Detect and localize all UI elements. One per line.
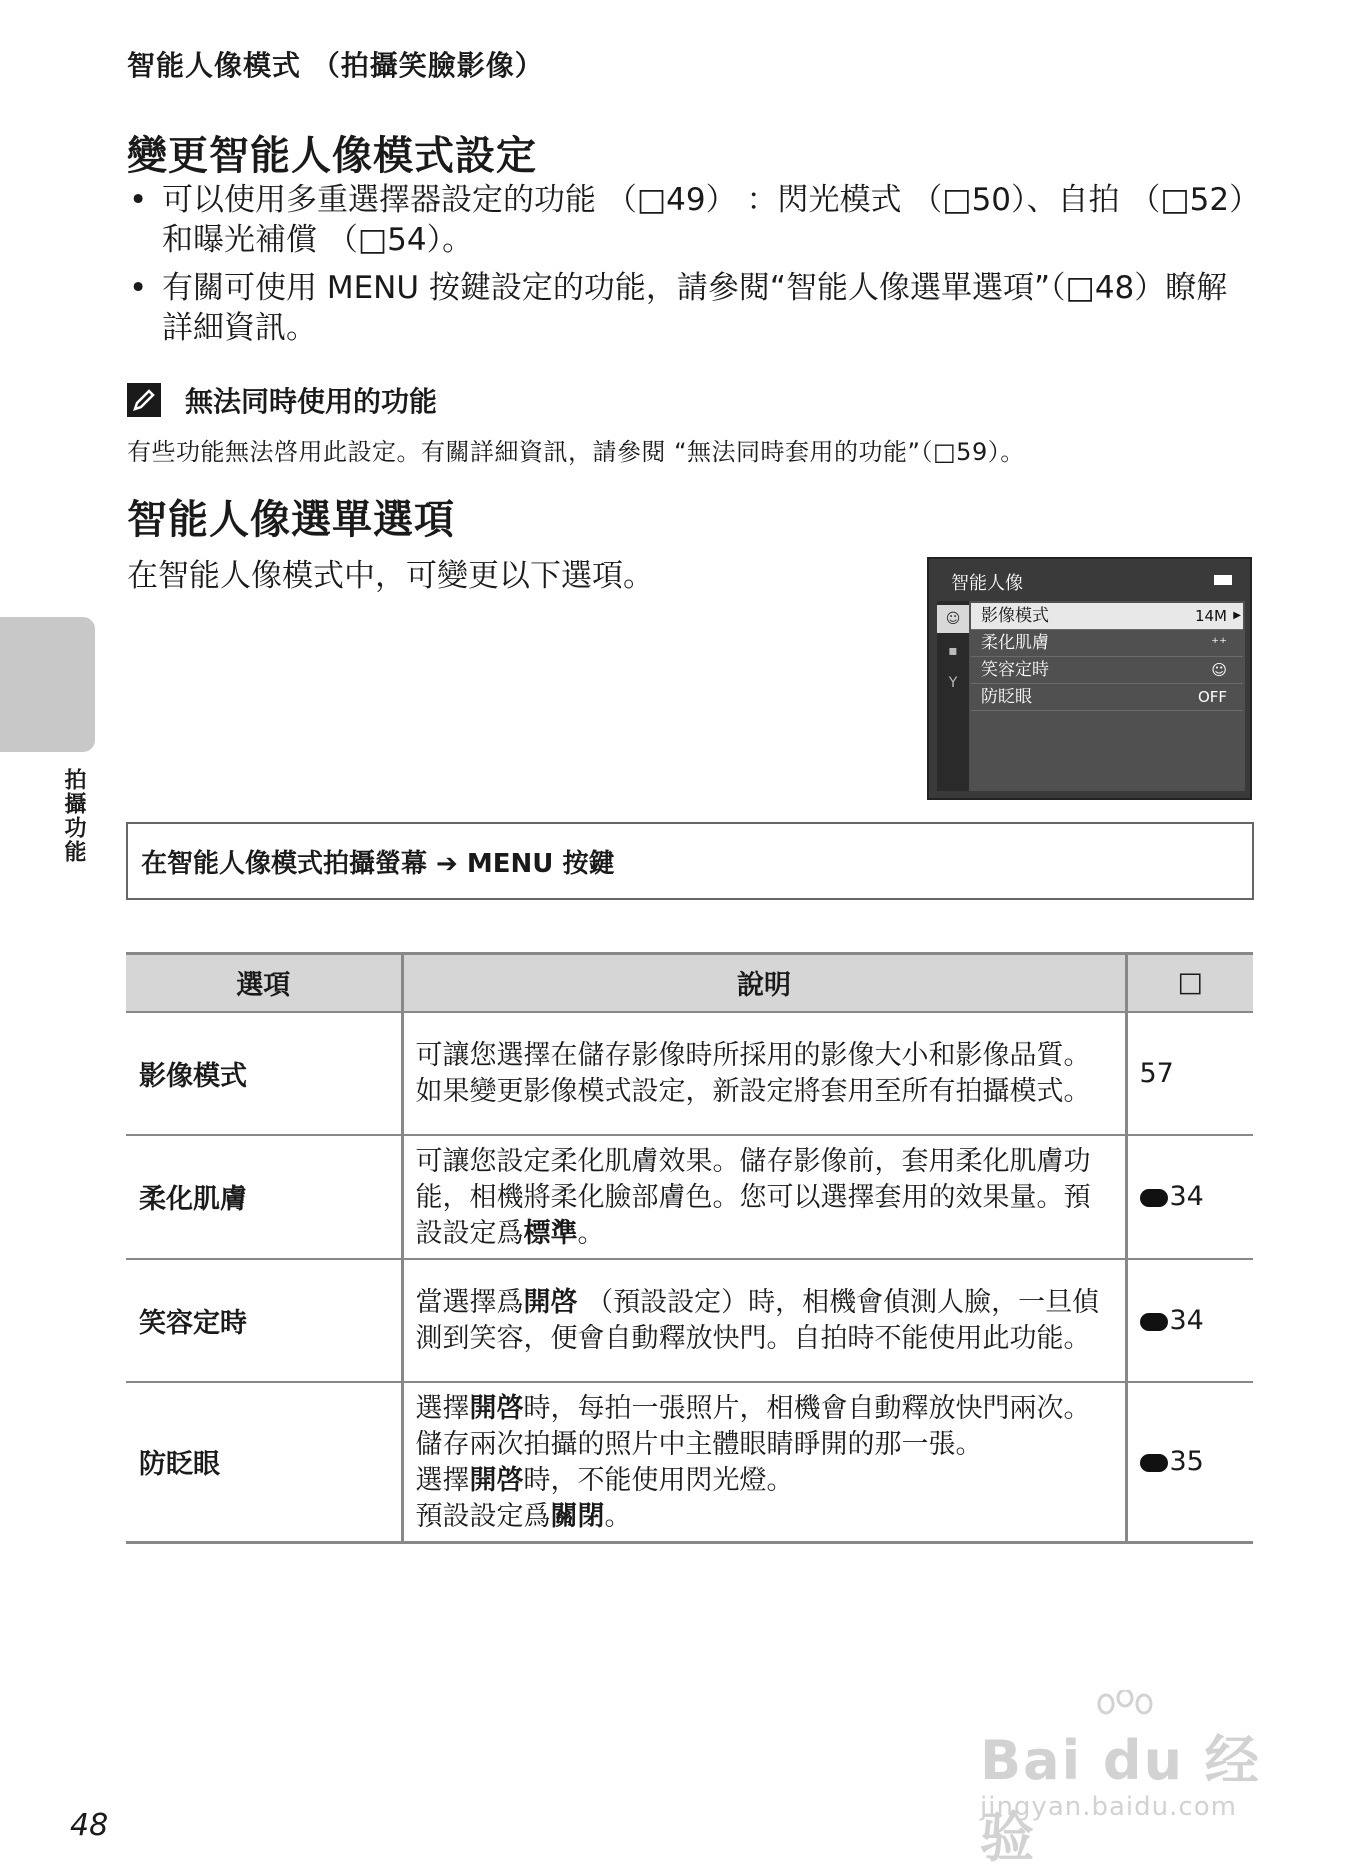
- note-body: 有些功能無法啓用此設定。有關詳細資訊，請參閱 “無法同時套用的功能”（□59）。: [127, 438, 1025, 466]
- option-description: 可讓您選擇在儲存影像時所採用的影像大小和影像品質。如果變更影像模式設定，新設定將套用至所有拍攝模式。: [402, 1012, 1126, 1135]
- option-name: 防眨眼: [126, 1382, 402, 1543]
- camera-row-value: OFF: [1197, 688, 1227, 706]
- page-number: 48: [70, 1808, 109, 1843]
- table-row: [126, 1382, 1253, 1543]
- camera-menu-screenshot: [927, 557, 1252, 800]
- pencil-note-icon: [127, 383, 161, 417]
- camera-row-value: ⁺⁺: [1211, 634, 1227, 652]
- battery-icon: [1214, 575, 1232, 585]
- header-page-ref: □: [1126, 954, 1253, 1012]
- wrench-icon: Y: [948, 675, 958, 691]
- camera-row-value: ☺: [1211, 661, 1227, 679]
- bullet-text: 可以使用多重選擇器設定的功能 （□49） ：閃光模式 （□50）、自拍 （□52）和曝光補償 （□54）。: [162, 182, 1245, 258]
- section-title-menu-options: 智能人像選單選項: [127, 497, 455, 543]
- bullet-item: • 有關可使用 MENU 按鍵設定的功能，請參閱“智能人像選單選項”（□48）瞭解詳細資訊。: [129, 270, 1228, 346]
- reference-section-icon: [1140, 1189, 1168, 1207]
- camera-menu-row: [971, 684, 1243, 711]
- menu-path-box: 在智能人像模式拍攝螢幕 ➔ MENU 按鍵: [126, 822, 1254, 900]
- bullet-item: • 可以使用多重選擇器設定的功能 （□49） ：閃光模式 （□50）、自拍 （□52）和曝光補償 （□54）。: [129, 182, 1245, 258]
- movie-icon: ▪: [948, 643, 958, 659]
- camera-menu-row: [971, 603, 1243, 630]
- camera-row-label: 防眨眼: [981, 687, 1032, 707]
- chapter-side-label: 拍攝功能: [61, 768, 86, 864]
- camera-menu-row: [971, 630, 1243, 657]
- table-header-row: [126, 954, 1253, 1012]
- table-row: [126, 1012, 1253, 1135]
- option-name: 笑容定時: [126, 1259, 402, 1382]
- camera-menu-title: 智能人像: [951, 573, 1023, 594]
- option-description: 當選擇爲開啓 （預設設定）時，相機會偵測人臉，一旦偵測到笑容，便會自動釋放快門。自拍時不能使用此功能。: [402, 1259, 1126, 1382]
- option-name: 柔化肌膚: [126, 1135, 402, 1259]
- arrow-right-icon: ▶: [1233, 610, 1241, 621]
- running-head: 智能人像模式 （拍攝笑臉影像）: [127, 49, 544, 82]
- reference-section-icon: [1140, 1454, 1168, 1472]
- options-table: [126, 952, 1253, 1544]
- note-header: [127, 380, 437, 420]
- header-description: 說明: [402, 954, 1126, 1012]
- camera-row-label: 柔化肌膚: [981, 633, 1049, 653]
- camera-menu-row: [971, 657, 1243, 684]
- note-title: 無法同時使用的功能: [185, 385, 438, 418]
- table-row: [126, 1259, 1253, 1382]
- watermark-url: jingyan.baidu.com: [980, 1792, 1237, 1822]
- option-page: 34: [1126, 1259, 1253, 1382]
- option-description: 可讓您設定柔化肌膚效果。儲存影像前，套用柔化肌膚功能，相機將柔化臉部膚色。您可以選擇套用的效果量。預設設定爲標準。: [402, 1135, 1126, 1259]
- camera-row-value: 14M: [1194, 607, 1227, 625]
- settings-bullet-list: [127, 180, 1257, 356]
- option-description: 選擇開啓時，每拍一張照片，相機會自動釋放快門兩次。儲存兩次拍攝的照片中主體眼睛睜開的那一張。 選擇開啓時，不能使用閃光燈。 預設設定爲關閉。: [402, 1382, 1126, 1543]
- camera-menu-sidebar: [937, 601, 969, 791]
- table-row: [126, 1135, 1253, 1259]
- option-page: 34: [1126, 1135, 1253, 1259]
- option-page: 57: [1126, 1012, 1253, 1135]
- camera-row-label: 影像模式: [981, 606, 1049, 626]
- intro-text: 在智能人像模式中，可變更以下選項。: [127, 558, 654, 594]
- smile-icon: ☺: [937, 605, 969, 633]
- header-option: 選項: [126, 954, 402, 1012]
- chapter-side-tab: [0, 617, 95, 752]
- baidu-watermark: [980, 1690, 1310, 1869]
- option-page: 35: [1126, 1382, 1253, 1543]
- section-title-change-settings: 變更智能人像模式設定: [127, 133, 537, 179]
- reference-section-icon: [1140, 1313, 1168, 1331]
- bullet-text: 有關可使用 MENU 按鍵設定的功能，請參閱“智能人像選單選項”（□48）瞭解詳細資訊。: [162, 270, 1228, 346]
- watermark-main: Bai du 经验: [980, 1729, 1261, 1869]
- camera-menu-panel: [969, 601, 1245, 791]
- option-name: 影像模式: [126, 1012, 402, 1135]
- camera-row-label: 笑容定時: [981, 660, 1049, 680]
